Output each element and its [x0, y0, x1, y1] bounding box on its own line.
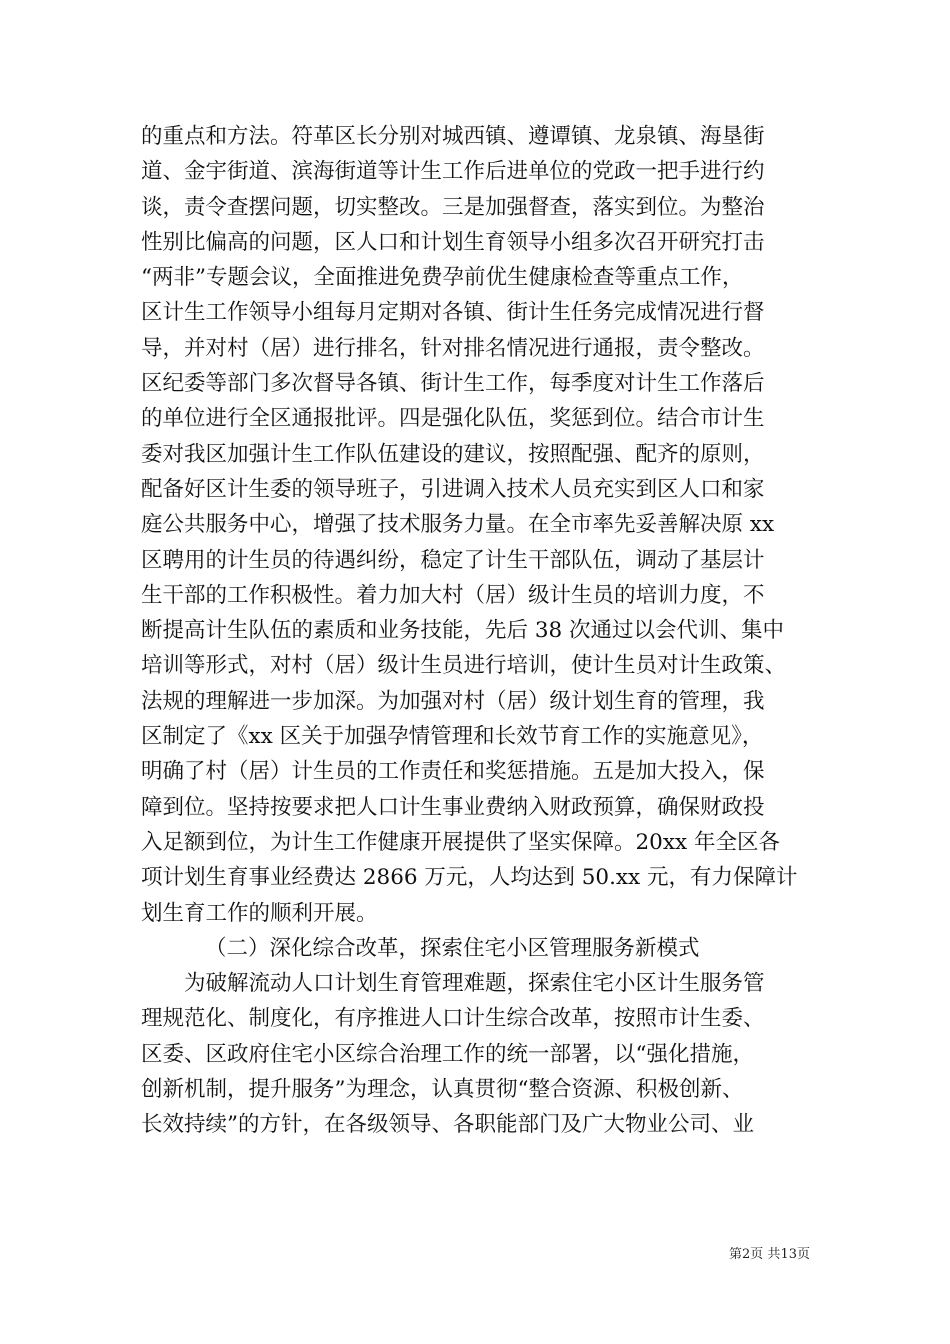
section-heading: （二）深化综合改革，探索住宅小区管理服务新模式: [205, 935, 700, 961]
footer-prefix: 第: [729, 1247, 743, 1262]
footer-middle: 页 共: [750, 1247, 781, 1262]
text-line: 区制定了《xx 区关于加强孕情管理和长效节育工作的实施意见》，: [141, 724, 764, 750]
text-line: 道、金宇街道、滨海街道等计生工作后进单位的党政一把手进行约: [141, 159, 765, 185]
text-line: 委对我区加强计生工作队伍建设的建议，按照配强、配齐的原则，: [141, 441, 765, 467]
section-paragraph-line: 长效持续”的方针，在各级领导、各职能部门及广大物业公司、业: [141, 1112, 754, 1138]
text-line: 区计生工作领导小组每月定期对各镇、街计生任务完成情况进行督: [141, 300, 765, 326]
text-line: 断提高计生队伍的素质和业务技能，先后 38 次通过以会代训、集中: [141, 618, 785, 644]
section-paragraph-line: 区委、区政府住宅小区综合治理工作的统一部署，以“强化措施，: [141, 1041, 754, 1067]
footer-suffix: 页: [796, 1247, 810, 1262]
current-page-number: 2: [742, 1247, 751, 1262]
text-line: “两非”专题会议，全面推进免费孕前优生健康检查等重点工作，: [141, 265, 744, 291]
text-line: 培训等形式，对村（居）级计生员进行培训，使计生员对计生政策、: [141, 653, 787, 679]
text-line: 的单位进行全区通报批评。四是强化队伍，奖惩到位。结合市计生: [141, 406, 765, 432]
text-line: 性别比偏高的问题，区人口和计划生育领导小组多次召开研究打击: [141, 229, 765, 255]
text-line: 导，并对村（居）进行排名，针对排名情况进行通报，责令整改。: [141, 335, 765, 361]
text-line: 入足额到位，为计生工作健康开展提供了坚实保障。20xx 年全区各: [141, 829, 780, 855]
text-line: 区聘用的计生员的待遇纠纷，稳定了计生干部队伍，调动了基层计: [141, 547, 765, 573]
text-line: 区纪委等部门多次督导各镇、街计生工作，每季度对计生工作落后: [141, 371, 765, 397]
text-line: 谈，责令查摆问题，切实整改。三是加强督查，落实到位。为整治: [141, 194, 765, 220]
text-line: 明确了村（居）计生员的工作责任和奖惩措施。五是加大投入，保: [141, 759, 765, 785]
page-number-footer: [729, 1246, 810, 1264]
text-line: 生干部的工作积极性。着力加大村（居）级计生员的培训力度，不: [141, 582, 765, 608]
total-page-count: 13: [780, 1247, 797, 1262]
document-body: [141, 119, 813, 1143]
section-paragraph-line: 创新机制，提升服务”为理念，认真贯彻“整合资源、积极创新、: [141, 1077, 744, 1103]
text-line: 划生育工作的顺利开展。: [141, 900, 378, 926]
text-line: 庭公共服务中心，增强了技术服务力量。在全市率先妥善解决原 xx: [141, 512, 775, 538]
text-line: 障到位。坚持按要求把人口计生事业费纳入财政预算，确保财政投: [141, 794, 765, 820]
text-line: 法规的理解进一步加深。为加强对村（居）级计划生育的管理，我: [141, 688, 765, 714]
text-line: 的重点和方法。符革区长分别对城西镇、遵谭镇、龙泉镇、海垦街: [141, 124, 765, 149]
section-paragraph-line: 理规范化、制度化，有序推进人口计生综合改革，按照市计生委、: [141, 1006, 765, 1032]
text-line: 配备好区计生委的领导班子，引进调入技术人员充实到区人口和家: [141, 476, 765, 502]
section-paragraph-line: 为破解流动人口计划生育管理难题，探索住宅小区计生服务管: [184, 971, 765, 997]
text-line: 项计划生育事业经费达 2866 万元，人均达到 50.xx 元，有力保障计: [141, 865, 798, 891]
